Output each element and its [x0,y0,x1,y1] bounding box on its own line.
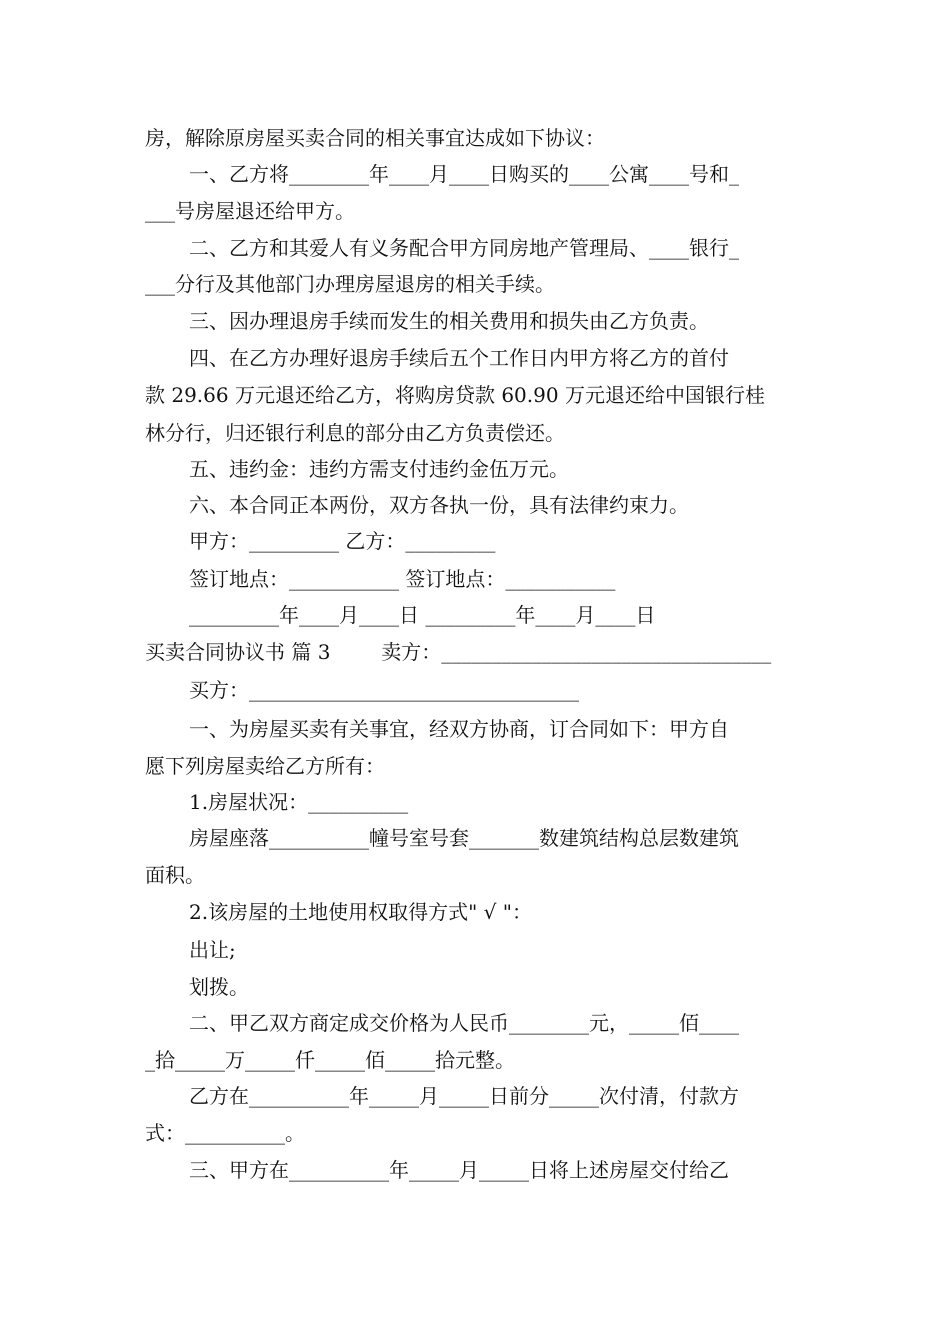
paragraph-line: 2.该房屋的土地使用权取得方式" √ "： [189,900,532,924]
paragraph-line: 愿下列房屋卖给乙方所有： [145,754,385,778]
paragraph-line: 划拨。 [189,975,249,999]
date-line: _________年____月____日 _________年____月____日 [189,603,656,627]
paragraph-line: ___号房屋退还给甲方。 [145,199,355,223]
signature-line: 甲方：_________ 乙方：_________ [189,529,496,553]
paragraph-line: _拾_____万_____仟_____佰_____拾元整。 [145,1048,515,1072]
paragraph-line: 林分行，归还银行利息的部分由乙方负责偿还。 [145,421,565,445]
paragraph-line: 房，解除原房屋买卖合同的相关事宜达成如下协议： [145,126,605,150]
section-heading: 买卖合同协议书 篇 3 卖方：_________________________________ [145,640,772,664]
paragraph-line: 六、本合同正本两份，双方各执一份，具有法律约束力。 [189,493,689,517]
paragraph-line: ___分行及其他部门办理房屋退房的相关手续。 [145,272,555,296]
paragraph-line: 乙方在__________年_____月_____日前分_____次付清，付款方 [189,1084,739,1108]
paragraph-line: 面积。 [145,863,205,887]
paragraph-line: 五、违约金：违约方需支付违约金伍万元。 [189,457,569,481]
paragraph-line: 一、为房屋买卖有关事宜，经双方协商，订合同如下：甲方自 [189,717,729,741]
paragraph-line: 房屋座落__________幢号室号套_______数建筑结构总层数建筑 [189,826,739,850]
paragraph-line: 二、乙方和其爱人有义务配合甲方同房地产管理局、____银行_ [189,236,739,260]
paragraph-line: 四、在乙方办理好退房手续后五个工作日内甲方将乙方的首付 [189,346,729,370]
paragraph-line: 式：__________。 [145,1121,305,1145]
paragraph-line: 1.房屋状况：__________ [189,790,409,814]
paragraph-line: 三、因办理退房手续而发生的相关费用和损失由乙方负责。 [189,309,709,333]
paragraph-line: 款 29.66 万元退还给乙方，将购房贷款 60.90 万元退还给中国银行桂 [145,383,765,407]
paragraph-line: 一、乙方将________年____月____日购买的____公寓____号和_ [189,162,739,186]
buyer-line: 买方：_________________________________ [189,678,579,702]
signing-place-line: 签订地点：___________ 签订地点：___________ [189,567,616,591]
paragraph-line: 三、甲方在__________年_____月_____日将上述房屋交付给乙 [189,1158,729,1182]
paragraph-line: 二、甲乙双方商定成交价格为人民币________元，_____佰____ [189,1011,739,1035]
paragraph-line: 出让; [189,938,236,962]
